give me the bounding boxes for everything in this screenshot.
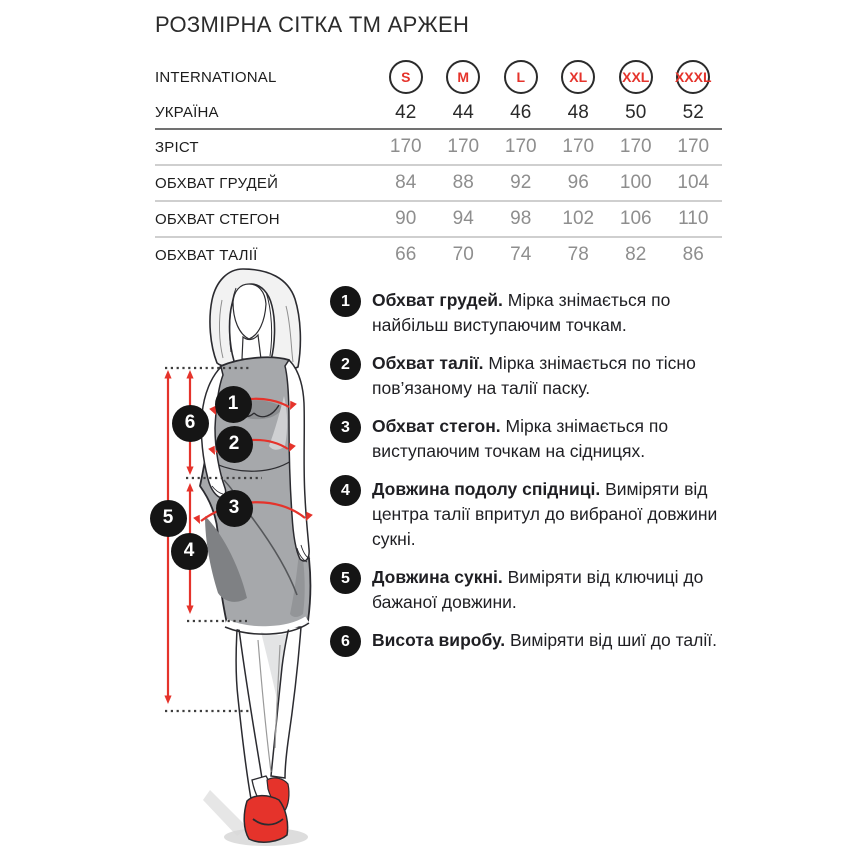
face-shape xyxy=(233,284,266,339)
legend-badge-4: 4 xyxy=(330,475,361,506)
table-cell: 98 xyxy=(510,208,532,229)
table-cell: 170 xyxy=(447,136,480,157)
table-cell: 46 xyxy=(510,101,532,123)
row-label: ОБХВАТ ГРУДЕЙ xyxy=(155,174,279,192)
table-cell: 52 xyxy=(682,101,704,123)
table-cell: 100 xyxy=(619,172,652,193)
row-label: УКРАЇНА xyxy=(155,104,219,121)
legend-text-3 xyxy=(372,414,724,464)
legend-term: Висота виробу. xyxy=(372,630,506,650)
figure-badge-3: 3 xyxy=(216,490,253,527)
page-title: РОЗМІРНА СІТКА ТМ АРЖЕН xyxy=(155,12,470,37)
table-cell: 88 xyxy=(452,172,474,193)
legend-desc: Виміряти від ключиці до бажаної довжини. xyxy=(372,567,704,612)
table-cell: 78 xyxy=(567,244,589,265)
legend-text-1 xyxy=(372,288,724,338)
size-badge-m: M xyxy=(446,60,480,94)
table-cell: 170 xyxy=(389,136,422,157)
figure-badge-4: 4 xyxy=(171,533,208,570)
row-label: INTERNATIONAL xyxy=(155,68,277,86)
legend-text-2 xyxy=(372,351,724,401)
legend-desc: Виміряти від шиї до талії. xyxy=(509,630,717,650)
table-cell: 92 xyxy=(510,172,532,193)
table-row-hips xyxy=(155,202,722,236)
legend-badge-3: 3 xyxy=(330,412,361,443)
table-cell: 94 xyxy=(452,208,474,229)
table-cell: 50 xyxy=(625,101,647,123)
table-cell: 48 xyxy=(567,101,589,123)
figure-badge-6: 6 xyxy=(172,405,209,442)
legend-text-6 xyxy=(372,628,724,653)
shadow-shape xyxy=(203,790,248,836)
table-cell: 84 xyxy=(395,172,417,193)
size-badge-xl: XL xyxy=(561,60,595,94)
legend-item-5 xyxy=(330,565,735,615)
size-badge-s: S xyxy=(389,60,423,94)
table-cell: 170 xyxy=(562,136,595,157)
red-shoe-front xyxy=(244,796,287,843)
table-cell: 74 xyxy=(510,244,532,265)
legend-badge-6: 6 xyxy=(330,626,361,657)
table-cell: 86 xyxy=(682,244,704,265)
legend-item-2 xyxy=(330,351,735,401)
measurement-legend xyxy=(330,288,735,670)
table-cell: 170 xyxy=(677,136,710,157)
legend-item-1 xyxy=(330,288,735,338)
table-cell: 110 xyxy=(678,208,709,229)
neck-shape xyxy=(242,335,261,359)
row-label: ОБХВАТ СТЕГОН xyxy=(155,210,280,228)
table-row-international xyxy=(155,57,722,97)
row-label: ОБХВАТ ТАЛІЇ xyxy=(155,246,258,264)
legend-term: Обхват талії. xyxy=(372,353,484,373)
legend-term: Довжина сукні. xyxy=(372,567,503,587)
table-cell: 96 xyxy=(567,172,589,193)
legend-badge-1: 1 xyxy=(330,286,361,317)
table-cell: 90 xyxy=(395,208,417,229)
legend-text-5 xyxy=(372,565,724,615)
legend-item-6 xyxy=(330,628,735,657)
table-cell: 102 xyxy=(562,208,595,229)
size-badge-l: L xyxy=(504,60,538,94)
table-cell: 82 xyxy=(625,244,647,265)
table-cell: 44 xyxy=(452,101,474,123)
legend-desc: Мірка знімається по виступаючим точкам на сідницях. xyxy=(372,416,669,461)
table-cell: 104 xyxy=(677,172,710,193)
table-cell: 170 xyxy=(619,136,652,157)
figure-badge-5: 5 xyxy=(150,500,187,537)
legend-badge-2: 2 xyxy=(330,349,361,380)
legend-item-4 xyxy=(330,477,735,552)
table-cell: 170 xyxy=(504,136,537,157)
table-row-chest xyxy=(155,166,722,200)
figure-badge-2: 2 xyxy=(216,426,253,463)
legend-term: Довжина подолу спідниці. xyxy=(372,479,601,499)
table-row-ukraine xyxy=(155,97,722,128)
size-badge-xxl: XXL xyxy=(619,60,653,94)
legend-desc: Виміряти від центра талії впритул до вибраної довжини сукні. xyxy=(372,479,718,549)
table-cell: 42 xyxy=(395,101,417,123)
table-cell: 106 xyxy=(619,208,652,229)
figure-badge-1: 1 xyxy=(215,386,252,423)
table-cell: 70 xyxy=(452,244,474,265)
legend-term: Обхват грудей. xyxy=(372,290,503,310)
table-row-height xyxy=(155,130,722,164)
size-badge-xxxl: XXXL xyxy=(676,60,710,94)
legend-badge-5: 5 xyxy=(330,563,361,594)
legend-term: Обхват стегон. xyxy=(372,416,501,436)
row-label: ЗРІСТ xyxy=(155,138,199,156)
legend-item-3 xyxy=(330,414,735,464)
table-cell: 66 xyxy=(395,244,417,265)
size-table xyxy=(155,57,722,272)
legend-text-4 xyxy=(372,477,724,552)
legend-desc: Мірка знімається по тісно пов’язаному на талії паску. xyxy=(372,353,696,398)
legend-desc: Мірка знімається по найбільш виступаючим точкам. xyxy=(372,290,671,335)
